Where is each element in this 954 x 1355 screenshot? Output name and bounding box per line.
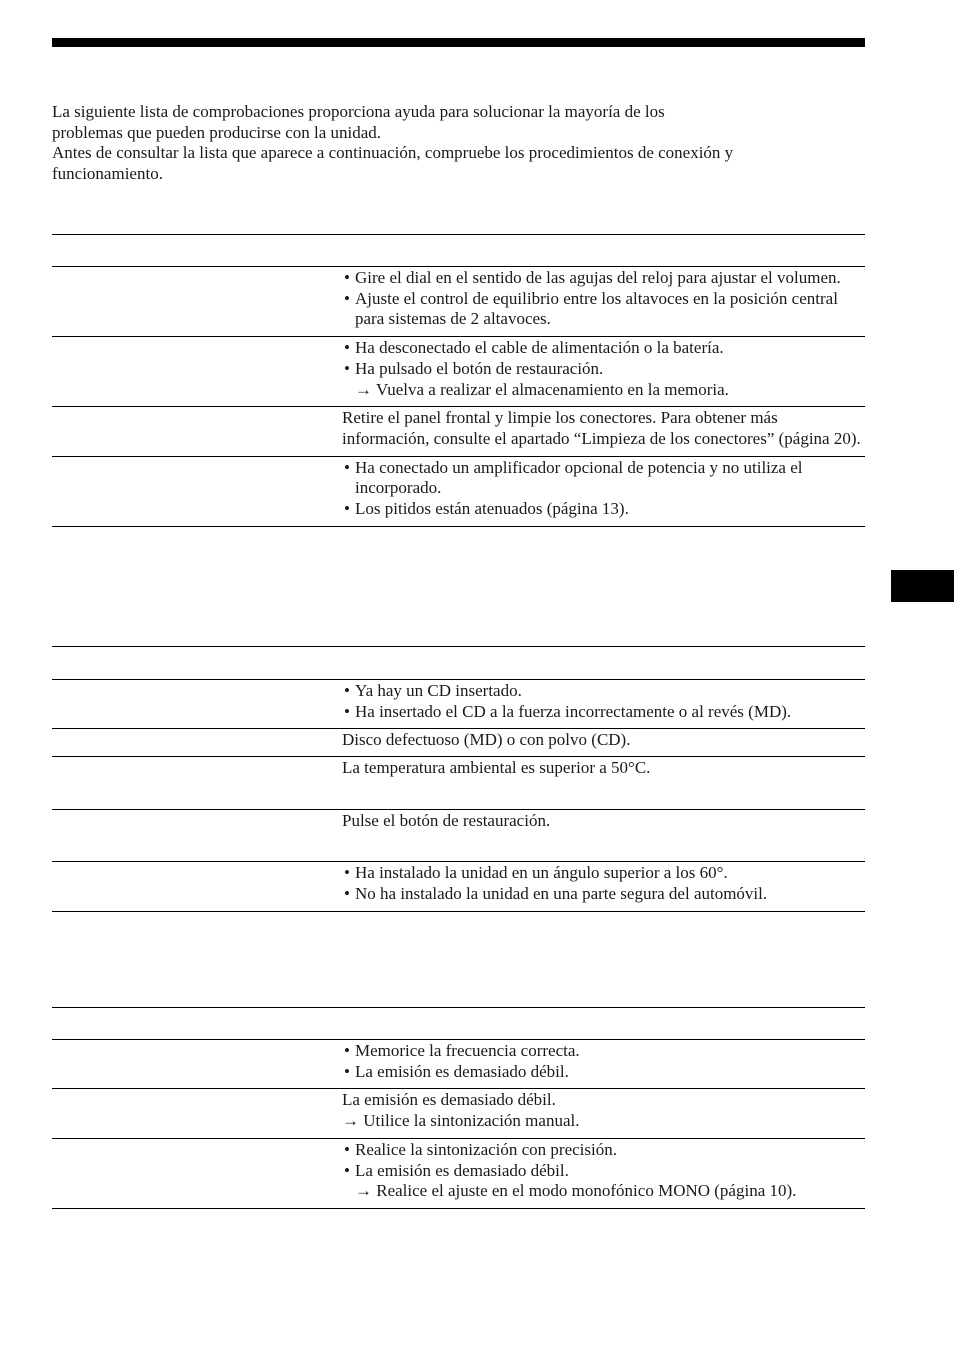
solution-cell xyxy=(342,1089,865,1137)
bullet-icon: • xyxy=(344,863,350,883)
table-row xyxy=(52,809,865,861)
table-row xyxy=(52,679,865,728)
table-row xyxy=(52,728,865,756)
solution-cell xyxy=(342,1139,865,1208)
bullet-item: • Realice la sintonización con precisión. xyxy=(344,1139,617,1159)
solution-text: La temperatura ambiental es superior a 50°C. xyxy=(342,758,651,778)
bullet-icon: • xyxy=(344,457,350,477)
solution-cell xyxy=(342,757,865,809)
table-row xyxy=(52,456,865,527)
table-row xyxy=(52,861,865,911)
arrow-right-icon: → xyxy=(355,1181,372,1201)
bullet-item: • Ha instalado la unidad en un ángulo superior a los 60°. xyxy=(344,863,728,883)
arrow-note: → Utilice la sintonización manual. xyxy=(342,1111,580,1131)
solution-text: Retire el panel frontal y limpie los conectores. Para obtener más información, consulte el apartado “Limpieza de los conectores” (página 20). xyxy=(342,408,861,448)
bullet-icon: • xyxy=(344,1160,350,1180)
problem-cell xyxy=(52,729,342,756)
table-row xyxy=(52,1039,865,1088)
bullet-item: • La emisión es demasiado débil. xyxy=(344,1061,569,1081)
bullet-icon: • xyxy=(344,681,350,700)
solution-text: Pulse el botón de restauración. xyxy=(342,811,551,831)
intro-line: Antes de consultar la lista que aparece a continuación, compruebe los procedimientos de conexión y xyxy=(52,143,734,163)
table-header-row xyxy=(52,235,865,266)
problem-cell xyxy=(52,337,342,406)
problem-cell xyxy=(52,407,342,455)
bullet-item: • Ajuste el control de equilibrio entre los altavoces en la posición central para sistemas de 2 altavoces. xyxy=(344,288,838,329)
bullet-item: • Ha insertado el CD a la fuerza incorrectamente o al revés (MD). xyxy=(344,701,792,721)
bullet-icon: • xyxy=(344,499,350,519)
title-bar-rule xyxy=(52,38,865,47)
solution-cell xyxy=(342,337,865,406)
bullet-icon: • xyxy=(344,268,350,287)
solution-cell xyxy=(342,729,865,756)
troubleshooting-table-disc xyxy=(52,646,865,912)
problem-cell xyxy=(52,680,342,728)
solution-cell xyxy=(342,680,865,728)
problem-cell xyxy=(52,1089,342,1137)
solution-cell xyxy=(342,862,865,910)
bullet-icon: • xyxy=(344,288,350,308)
bullet-item: • La emisión es demasiado débil. xyxy=(344,1160,569,1180)
table-row xyxy=(52,336,865,406)
problem-cell xyxy=(52,1139,342,1208)
intro-line: problemas que pueden producirse con la unidad. xyxy=(52,122,382,142)
problem-cell xyxy=(52,757,342,809)
problem-cell xyxy=(52,457,342,526)
solution-text: Disco defectuoso (MD) o con polvo (CD). xyxy=(342,730,631,750)
problem-cell xyxy=(52,810,342,861)
bullet-icon: • xyxy=(344,338,350,358)
bullet-icon: • xyxy=(344,358,350,378)
solution-cell xyxy=(342,1040,865,1088)
problem-cell xyxy=(52,1040,342,1088)
bullet-item: • Ya hay un CD insertado. xyxy=(344,681,522,700)
table-row xyxy=(52,1088,865,1137)
table-row xyxy=(52,1138,865,1209)
intro-paragraph xyxy=(52,102,872,185)
solution-cell xyxy=(342,810,865,861)
table-header-row xyxy=(52,647,865,679)
intro-line: La siguiente lista de comprobaciones proporciona ayuda para solucionar la mayoría de los xyxy=(52,102,665,121)
arrow-right-icon: → xyxy=(355,379,372,399)
solution-cell xyxy=(342,407,865,455)
arrow-right-icon: → xyxy=(342,1111,359,1131)
side-tab-marker xyxy=(891,570,954,602)
table-header-row xyxy=(52,1008,865,1039)
bullet-icon: • xyxy=(344,1041,350,1060)
solution-cell xyxy=(342,457,865,526)
arrow-note: → Realice el ajuste en el modo monofónico MONO (página 10). xyxy=(355,1181,797,1201)
solution-text: La emisión es demasiado débil. xyxy=(342,1090,556,1110)
troubleshooting-table-radio xyxy=(52,1007,865,1209)
bullet-icon: • xyxy=(344,701,350,721)
table-row xyxy=(52,266,865,336)
bullet-item: • Ha conectado un amplificador opcional de potencia y no utiliza el incorporado. xyxy=(344,457,803,498)
arrow-note: → Vuelva a realizar el almacenamiento en la memoria. xyxy=(355,379,729,399)
bullet-item: • Memorice la frecuencia correcta. xyxy=(344,1041,580,1060)
problem-cell xyxy=(52,862,342,910)
table-row xyxy=(52,756,865,809)
bullet-item: • Gire el dial en el sentido de las agujas del reloj para ajustar el volumen. xyxy=(344,268,841,287)
table-row xyxy=(52,406,865,455)
bullet-item: • Ha desconectado el cable de alimentación o la batería. xyxy=(344,338,724,358)
bullet-icon: • xyxy=(344,883,350,903)
problem-cell xyxy=(52,267,342,336)
bullet-item: • Ha pulsado el botón de restauración. xyxy=(344,358,604,378)
intro-line: funcionamiento. xyxy=(52,164,163,184)
bullet-item: • No ha instalado la unidad en una parte segura del automóvil. xyxy=(344,883,768,903)
solution-cell xyxy=(342,267,865,336)
bullet-icon: • xyxy=(344,1139,350,1159)
bullet-item: • Los pitidos están atenuados (página 13). xyxy=(344,499,629,519)
troubleshooting-table-general xyxy=(52,234,865,527)
bullet-icon: • xyxy=(344,1061,350,1081)
